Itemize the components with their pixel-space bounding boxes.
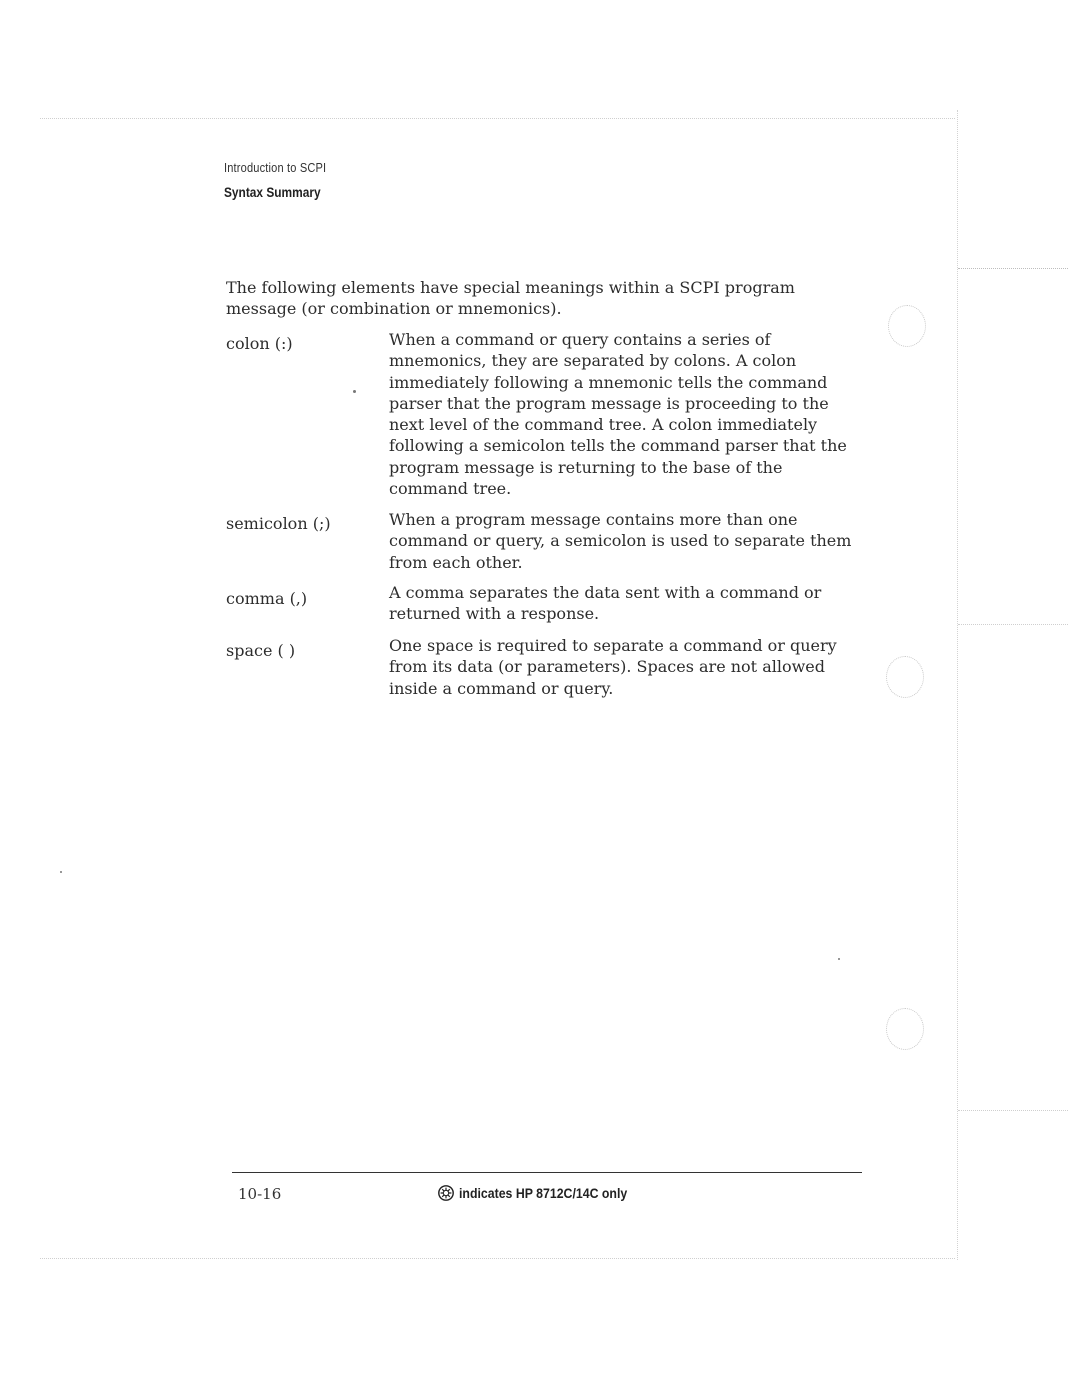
footnote-text: indicates HP 8712C/14C only [459,1185,628,1201]
scan-edge-top [40,118,955,119]
scan-edge-right [957,110,958,1260]
scan-speck [60,871,62,873]
footer-rule [232,1172,862,1173]
definition-term-colon: colon (:) [226,334,293,353]
scan-speck [838,958,840,960]
footnote [437,1184,650,1202]
definition-description-semicolon: When a program message contains more than one command or query, a semicolon is used to separate them from each other. [389,510,852,572]
tab-divider-2 [958,624,1068,625]
scan-speck [353,390,356,393]
scan-edge-bottom [40,1258,955,1259]
definition-term-space: space ( ) [226,641,296,660]
punch-hole-icon [886,656,924,698]
tab-divider-1 [958,268,1068,269]
definition-term-semicolon: semicolon (;) [226,514,331,533]
section-title: Syntax Summary [224,184,321,200]
breadcrumb: Introduction to SCPI [224,160,327,175]
punch-hole-icon [886,1008,924,1050]
hp-8712c-14c-symbol-icon [437,1184,455,1202]
page-number: 10-16 [238,1185,282,1203]
intro-paragraph: The following elements have special meanings within a SCPI program message (or combination or mnemonics). [226,278,795,318]
tab-divider-3 [958,1110,1068,1111]
definition-term-comma: comma (,) [226,589,308,608]
definition-description-space: One space is required to separate a command or query from its data (or parameters). Spaces are not allowed inside a command or query. [389,636,837,698]
punch-hole-icon [888,305,926,347]
definition-description-comma: A comma separates the data sent with a command or returned with a response. [389,583,822,624]
definition-description-colon: When a command or query contains a series of mnemonics, they are separated by colons. A colon immediately following a mnemonic tells the command parser that the program message is proceeding to the next level of the command tree. A colon immediately following a semicolon tells the command parser that the program message is returning to the base of the command tree. [389,330,847,499]
